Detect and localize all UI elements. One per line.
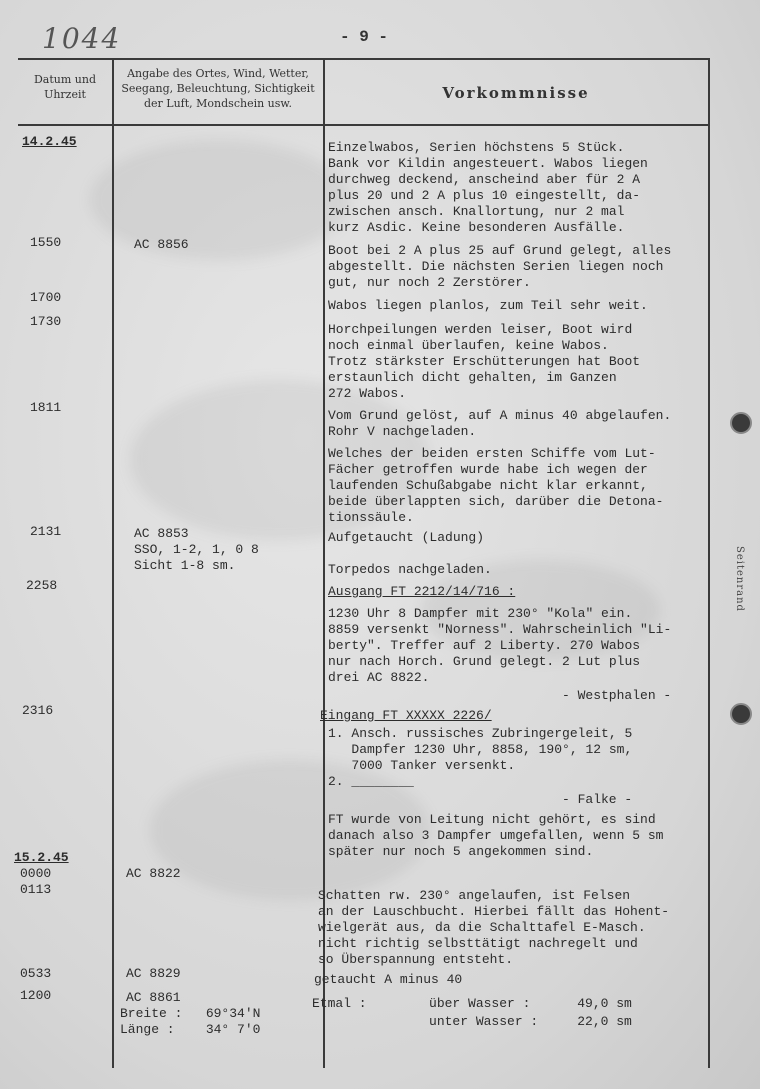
entry-line: plus 20 und 2 A plus 10 eingestellt, da- xyxy=(328,188,641,203)
entry-line: Bank vor Kildin angesteuert. Wabos liegen xyxy=(328,156,648,171)
entry-line: erstaunlich dicht gehalten, im Ganzen xyxy=(328,370,617,385)
entry-line: Boot bei 2 A plus 25 auf Grund gelegt, alles xyxy=(328,243,672,258)
entry-time: 0000 xyxy=(20,866,52,881)
handwritten-number: 1044 xyxy=(42,22,122,55)
entry-line: durchweg deckend, anscheind aber für 2 A xyxy=(328,172,641,187)
entry-line: Eingang FT XXXXX 2226/ xyxy=(320,708,492,723)
column-header-date: Datum und Uhrzeit xyxy=(33,73,97,101)
entry-line: drei AC 8822. xyxy=(328,670,430,685)
entry-line: gut, nur noch 2 Zerstörer. xyxy=(328,275,531,290)
entry-line: berty". Treffer auf 2 Liberty. 270 Wabos xyxy=(328,638,641,653)
entry-line: beide überlappten sich, darüber die Detona- xyxy=(328,494,664,509)
entry-line: noch einmal überlaufen, keine Wabos. xyxy=(328,338,609,353)
entry-time: 2316 xyxy=(22,703,54,718)
entry-line: nur nach Horch. Grund gelegt. 2 Lut plus xyxy=(328,654,641,669)
side-label: Seitenrand xyxy=(734,546,745,612)
entry-line: Ausgang FT 2212/14/716 : xyxy=(328,584,516,599)
entry-line: tionssäule. xyxy=(328,510,414,525)
entry-place: AC 8822 xyxy=(126,866,181,881)
entry-line: 272 Wabos. xyxy=(328,386,407,401)
page-number: - 9 - xyxy=(340,28,389,46)
smudge xyxy=(90,140,350,260)
entry-line: Rohr V nachgeladen. xyxy=(328,424,477,439)
signature-line: - Westphalen - xyxy=(562,688,672,703)
entry-line: getaucht A minus 40 xyxy=(314,972,463,987)
entry-line: FT wurde von Leitung nicht gehört, es sind xyxy=(328,812,656,827)
entry-line: später nur noch 5 angekommen sind. xyxy=(328,844,594,859)
entry-line: Welches der beiden ersten Schiffe vom Lut- xyxy=(328,446,656,461)
entry-line: wielgerät aus, da die Schalttafel E-Masch. xyxy=(318,920,646,935)
entry-place: AC 8856 xyxy=(134,237,189,252)
entry-line: laufenden Schußabgabe nicht klar erkannt, xyxy=(328,478,648,493)
entry-time: 1730 xyxy=(30,314,62,329)
entry-line: Horchpeilungen werden leiser, Boot wird xyxy=(328,322,633,337)
entry-line: abgestellt. Die nächsten Serien liegen noch xyxy=(328,259,664,274)
signature-line: - Falke - xyxy=(562,792,633,807)
entry-line: Aufgetaucht (Ladung) xyxy=(328,530,485,545)
entry-line: zwischen ansch. Knallortung, nur 2 mal xyxy=(328,204,625,219)
entry-line: nicht richtig selbsttätigt nachregelt und xyxy=(318,936,638,951)
entry-time: 1200 xyxy=(20,988,52,1003)
entry-line: Vom Grund gelöst, auf A minus 40 abgelaufen. xyxy=(328,408,672,423)
entry-place: SSO, 1-2, 1, 0 8 xyxy=(134,542,259,557)
column-divider-1 xyxy=(112,58,114,1068)
entry-time: 0533 xyxy=(20,966,52,981)
column-divider-right xyxy=(708,58,710,1068)
punch-hole xyxy=(730,412,752,434)
entry-time: 0113 xyxy=(20,882,52,897)
entry-line: kurz Asdic. Keine besonderen Ausfälle. xyxy=(328,220,625,235)
entry-time: 1550 xyxy=(30,235,62,250)
entry-line: unter Wasser : 22,0 sm xyxy=(312,1014,632,1029)
entry-time: 2258 xyxy=(26,578,58,593)
entry-line: so Überspannung entsteht. xyxy=(318,952,514,967)
entry-time: 15.2.45 xyxy=(14,850,69,865)
entry-line: danach also 3 Dampfer umgefallen, wenn 5 sm xyxy=(328,828,664,843)
entry-line: an der Lauschbucht. Hierbei fällt das Hohent- xyxy=(318,904,670,919)
punch-hole xyxy=(730,703,752,725)
entry-line: 8859 versenkt "Norness". Wahrscheinlich "Li- xyxy=(328,622,672,637)
table-top-rule xyxy=(18,58,708,60)
entry-line: 7000 Tanker versenkt. xyxy=(328,758,516,773)
entry-line: Torpedos nachgeladen. xyxy=(328,562,492,577)
entry-line: 2. ________ xyxy=(328,774,414,789)
entry-time: 2131 xyxy=(30,524,62,539)
entry-place: Breite : 69°34'N xyxy=(120,1006,261,1021)
entry-line: Fächer getroffen wurde habe ich wegen der xyxy=(328,462,648,477)
entry-line: Wabos liegen planlos, zum Teil sehr weit. xyxy=(328,298,648,313)
entry-place: Länge : 34° 7'0 xyxy=(120,1022,261,1037)
entry-time: 14.2.45 xyxy=(22,134,77,149)
entry-line: Etmal : über Wasser : 49,0 sm xyxy=(312,996,632,1011)
entry-time: 1811 xyxy=(30,400,62,415)
header-bottom-rule xyxy=(18,124,708,126)
entry-line: 1230 Uhr 8 Dampfer mit 230° "Kola" ein. xyxy=(328,606,633,621)
entry-place: AC 8853 xyxy=(134,526,189,541)
entry-place: AC 8861 xyxy=(126,990,181,1005)
entry-line: Einzelwabos, Serien höchstens 5 Stück. xyxy=(328,140,625,155)
entry-line: Schatten rw. 230° angelaufen, ist Felsen xyxy=(318,888,631,903)
entry-time: 1700 xyxy=(30,290,62,305)
entry-place: Sicht 1-8 sm. xyxy=(134,558,236,573)
entry-line: 1. Ansch. russisches Zubringergeleit, 5 xyxy=(328,726,633,741)
column-header-events: Vorkommnisse xyxy=(442,84,590,102)
entry-place: AC 8829 xyxy=(126,966,181,981)
entry-line: Dampfer 1230 Uhr, 8858, 190°, 12 sm, xyxy=(328,742,633,757)
column-header-place: Angabe des Ortes, Wind, Wetter, Seegang, Beleuchtung, Sichtigkeit der Luft, Mondschein usw. xyxy=(121,67,315,110)
entry-line: Trotz stärkster Erschütterungen hat Boot xyxy=(328,354,641,369)
